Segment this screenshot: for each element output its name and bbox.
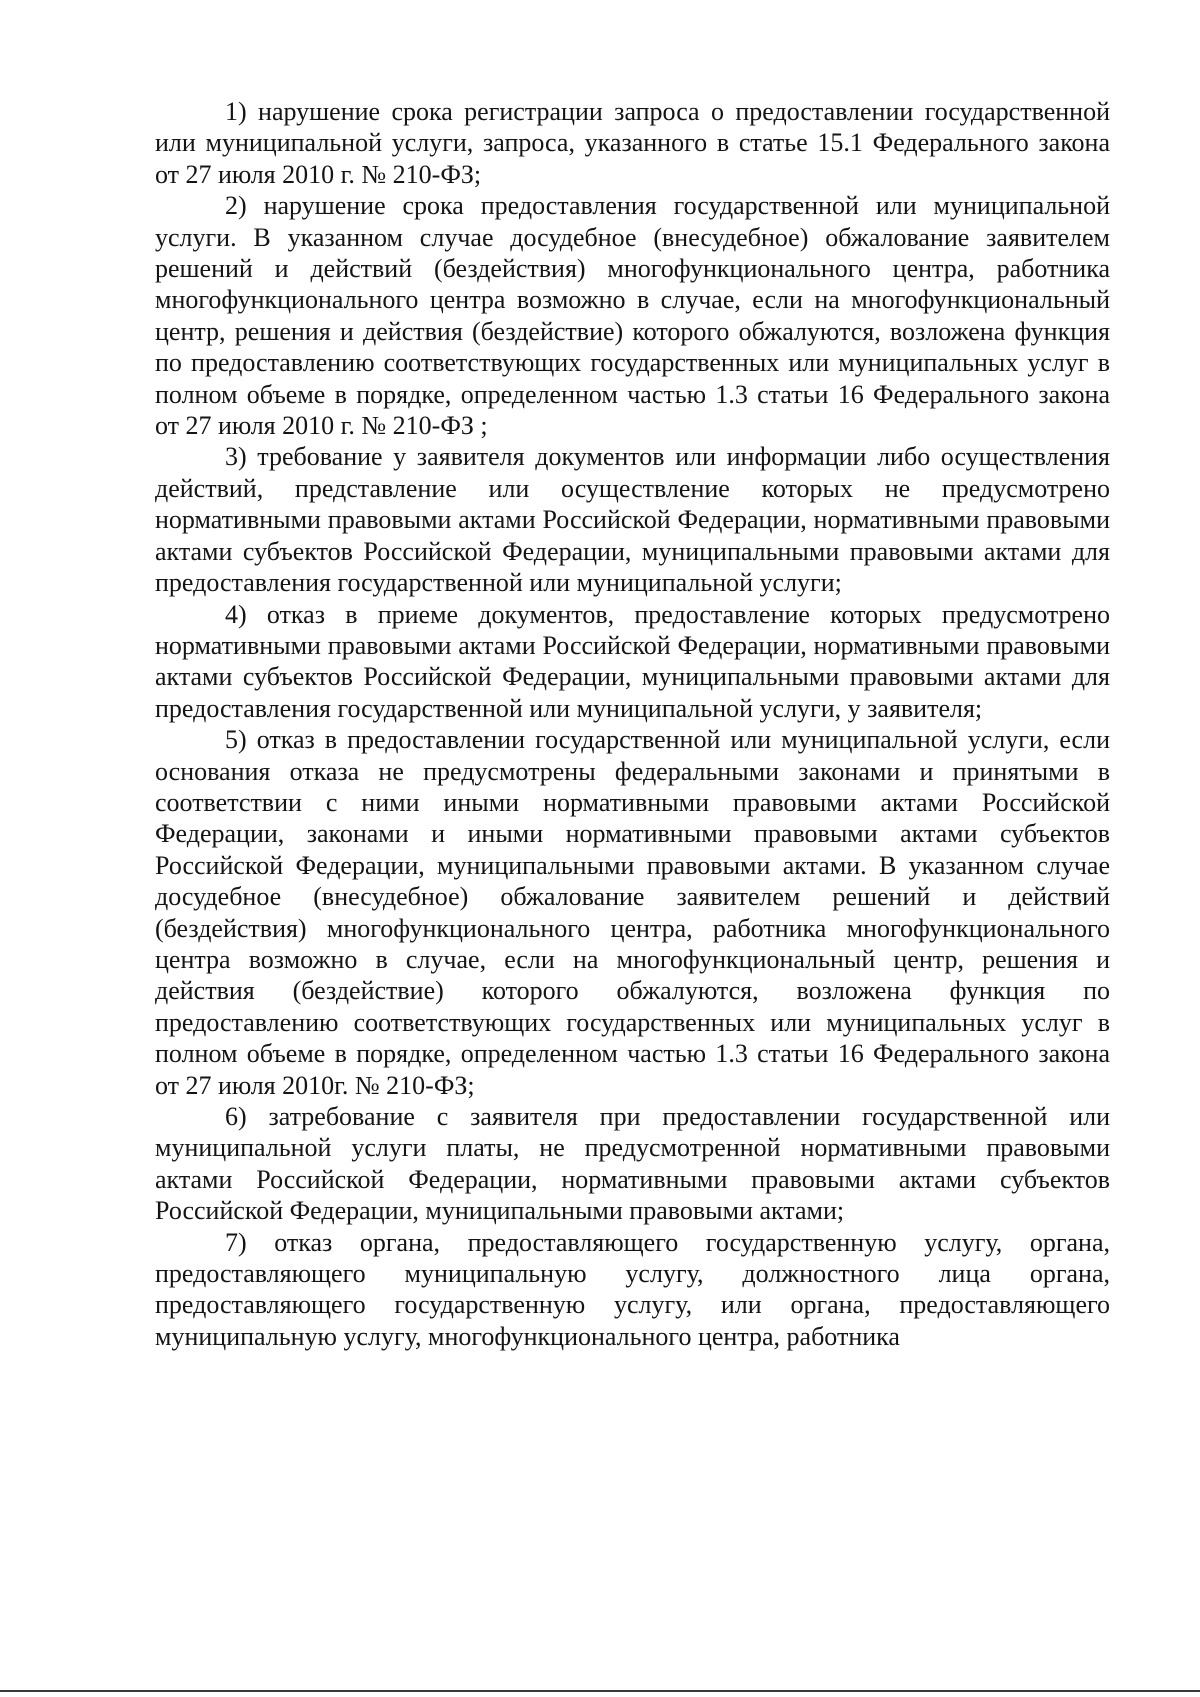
document-body	[155, 96, 1110, 1352]
paragraph-item-1: 1) нарушение срока регистрации запроса о предоставлении государственной или муниципальной услуги, запроса, указанного в статье 15.1 Федерального закона от 27 июля 2010 г. № 210-ФЗ;	[155, 97, 1110, 189]
paragraph-item-2: 2) нарушение срока предоставления государственной или муниципальной услуги. В указанном случае досудебное (внесудебное) обжалование заявителем решений и действий (бездействия) многофункционального центра, работника многофункционального центра возможно в случае, если на многофункциональный центр, решения и действия (бездействие) которого обжалуются, возложена функция по предоставлению соответствующих государственных или муниципальных услуг в полном объеме в порядке, определенном частью 1.3 статьи 16 Федерального закона от 27 июля 2010 г. № 210-ФЗ ;	[155, 191, 1110, 441]
page-bottom-edge	[0, 1690, 1200, 1692]
paragraph-item-4: 4) отказ в приеме документов, предоставление которых предусмотрено нормативными правовыми актами Российской Федерации, нормативными правовыми актами субъектов Российской Федерации, муниципальными правовыми актами для предоставления государственной или муниципальной услуги, у заявителя;	[155, 599, 1110, 723]
paragraph-item-7: 7) отказ органа, предоставляющего государственную услугу, органа, предоставляющего муниципальную услугу, должностного лица органа, предоставляющего государственную услугу, или органа, предоставляющего муниципальную услугу, многофункционального центра, работника	[155, 1227, 1110, 1351]
paragraph-item-6: 6) затребование с заявителя при предоставлении государственной или муниципальной услуги платы, не предусмотренной нормативными правовыми актами Российской Федерации, нормативными правовыми актами субъектов Российской Федерации, муниципальными правовыми актами;	[155, 1102, 1110, 1226]
paragraph-item-5: 5) отказ в предоставлении государственной или муниципальной услуги, если основания отказа не предусмотрены федеральными законами и принятыми в соответствии с ними иными нормативными правовыми актами Российской Федерации, законами и иными нормативными правовыми актами субъектов Российской Федерации, муниципальными правовыми актами. В указанном случае досудебное (внесудебное) обжалование заявителем решений и действий (бездействия) многофункционального центра, работника многофункционального центра возможно в случае, если на многофункциональный центр, решения и действия (бездействие) которого обжалуются, возложена функция по предоставлению соответствующих государственных или муниципальных услуг в полном объеме в порядке, определенном частью 1.3 статьи 16 Федерального закона от 27 июля 2010г. № 210-ФЗ;	[155, 725, 1110, 1100]
paragraph-item-3: 3) требование у заявителя документов или информации либо осуществления действий, представление или осуществление которых не предусмотрено нормативными правовыми актами Российской Федерации, нормативными правовыми актами субъектов Российской Федерации, муниципальными правовыми актами для предоставления государственной или муниципальной услуги;	[155, 442, 1110, 598]
